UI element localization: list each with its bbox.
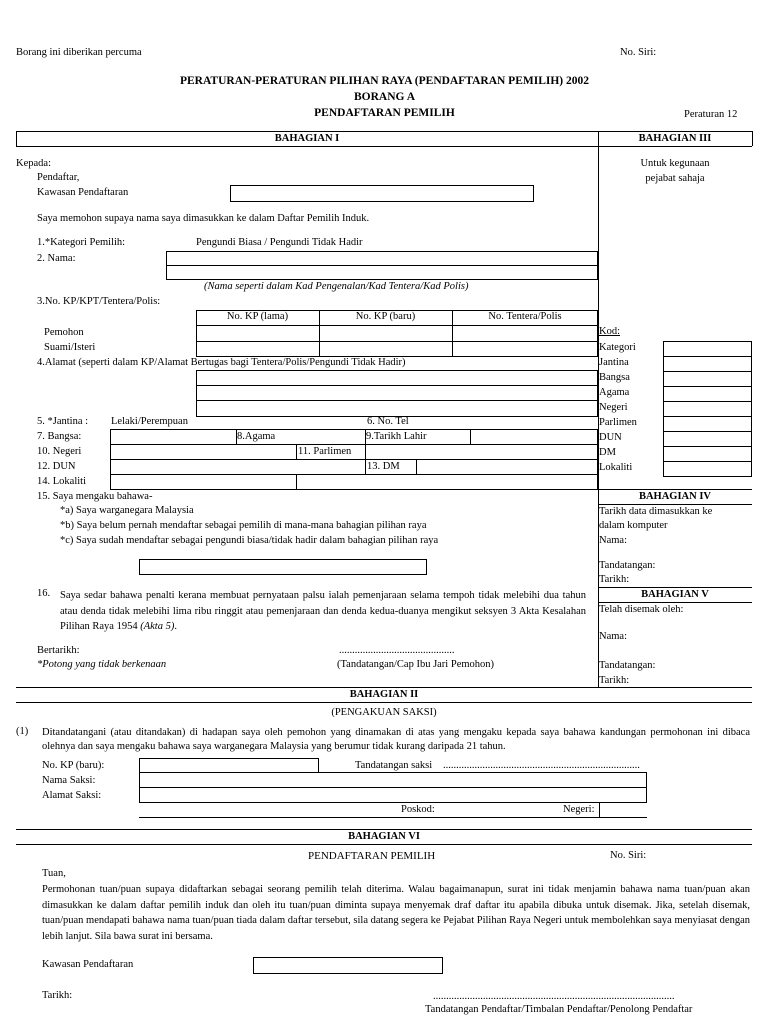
declaration-b: *b) Saya belum pernah mendaftar sebagai pemilih di mana-mana bahagian pilihan raya [60,520,427,531]
regulation-ref: Peraturan 12 [684,109,738,120]
part5-signature: Tandatangan: [599,660,656,671]
part6-serial-label: No. Siri: [610,850,647,861]
witness-kp-field[interactable] [139,758,319,773]
penalty-statement: Saya sedar bahawa penalti kerana membuat pernyataan palsu ialah pemenjaraan selama tempoh tidak melebihi dua tahun atau denda tidak melebihi lima ribu ringgit atau pemenjaraan dan denda kedua-duanya mengikut seksyen 3 Akta Kesalahan Pilihan Raya 1954 (Akta 5). [60,590,586,632]
parliament-label: 11. Parlimen [298,446,352,457]
table-line [196,325,598,326]
office-field-label: Negeri [599,402,628,413]
id-numbers-label: 3.No. KP/KPT/Tentera/Polis: [37,296,161,307]
dun-label: 12. DUN [37,461,76,472]
grid-line [110,459,598,460]
spouse-row-label: Suami/Isteri [44,342,96,353]
address-line [196,400,598,401]
religion-label: 8.Agama [237,431,276,442]
office-field-label: Lokaliti [599,462,633,473]
part4-heading: BAHAGIAN IV [638,491,712,502]
witness-name-label: Nama Saksi: [42,775,96,786]
divider [16,844,752,845]
office-field-label: DUN [599,432,622,443]
part6-heading: BAHAGIAN VI [348,831,420,842]
divider [16,829,752,830]
grid-line [296,444,297,459]
office-field-box[interactable] [663,341,752,357]
witness-name-field[interactable] [139,772,647,788]
registrar-signature-dots[interactable]: ............................................................................................ [433,991,675,1002]
witness-kp-label: No. KP (baru): [42,760,105,771]
name-note: (Nama seperti dalam Kad Pengenalan/Kad Tentera/Kad Polis) [204,281,469,292]
race-label: 7. Bangsa: [37,431,82,442]
voter-category-label: 1.*Kategori Pemilih: [37,237,126,248]
serial-number-label: No. Siri: [620,47,657,58]
part4-entry-date-line1: Tarikh data dimasukkan ke [599,506,713,517]
address-line [196,385,598,386]
address-line [599,803,600,817]
part2-subheading: (PENGAKUAN SAKSI) [331,707,437,718]
state-label: 10. Negeri [37,446,82,457]
address-label: 4.Alamat (seperti dalam KP/Alamat Bertugas bagi Tentera/Polis/Pengundi Tidak Hadir) [37,357,406,368]
registration-area-label: Kawasan Pendaftaran [37,187,129,198]
col-army-police: No. Tentera/Polis [488,311,562,322]
divider [16,146,752,147]
table-line [196,341,598,342]
signature-dots: ............................................ [339,645,455,656]
part5-heading: BAHAGIAN V [641,589,709,600]
divider [598,489,752,490]
part2-heading: BAHAGIAN II [349,689,419,700]
registrar-label: Pendaftar, [37,172,80,183]
office-field-box[interactable] [663,386,752,402]
part6-date-label: Tarikh: [42,990,73,1001]
form-title-borang: BORANG A [353,91,416,103]
locality-label: 14. Lokaliti [37,476,86,487]
part2-item-number: (1) [16,726,29,737]
part4-name: Nama: [599,535,627,546]
part6-area-label: Kawasan Pendaftaran [42,959,134,970]
part4-date: Tarikh: [599,574,630,585]
office-field-label: Kategori [599,342,636,353]
witness-address-field[interactable] [139,787,647,803]
postcode-label: Poskod: [401,804,435,815]
office-field-box[interactable] [663,416,752,432]
part6-title: PENDAFTARAN PEMILIH [308,850,436,862]
divider [16,687,752,688]
office-field-label: Jantina [599,357,629,368]
strike-note: *Potong yang tidak berkenaan [37,659,167,670]
code-label: Kod: [599,326,620,337]
office-field-label: Agama [599,387,630,398]
form-title-main: PENDAFTARAN PEMILIH [314,107,455,119]
part1-heading: BAHAGIAN I [274,133,340,144]
penalty-number: 16. [37,588,51,599]
declaration-a: *a) Saya warganegara Malaysia [60,505,194,516]
office-field-box[interactable] [663,371,752,387]
office-field-label: Bangsa [599,372,630,383]
dated-label: Bertarikh: [37,645,80,656]
grid-line [110,474,598,475]
part5-date: Tarikh: [599,675,630,686]
grid-line [416,459,417,474]
office-field-box[interactable] [663,431,752,447]
free-form-note: Borang ini diberikan percuma [16,47,142,58]
witness-signature-label: Tandatangan saksi [355,760,433,771]
witness-address-label: Alamat Saksi: [42,790,102,801]
office-field-box[interactable] [663,461,752,477]
phone-label: 6. No. Tel [367,416,409,427]
to-label: Kepada: [16,158,51,169]
office-use-line2: pejabat sahaja [645,173,705,184]
voter-category-options[interactable]: Pengundi Biasa / Pengundi Tidak Hadir [196,237,363,248]
applicant-row-label: Pemohon [44,327,84,338]
office-field-box[interactable] [663,356,752,372]
grid-line [365,459,366,474]
grid-line [365,444,366,459]
declaration-c: *c) Saya sudah mendaftar sebagai pengundi biasa/tidak hadir dalam bahagian pilihan raya [60,535,439,546]
office-field-label: Parlimen [599,417,637,428]
part6-area-field[interactable] [253,957,443,974]
divider [16,702,752,703]
dm-label: 13. DM [367,461,400,472]
registrar-signature-label: Tandatangan Pendaftar/Timbalan Pendaftar/Penolong Pendaftar [425,1004,693,1015]
name-label: 2. Nama: [37,253,76,264]
declaration-label: 15. Saya mengaku bahawa- [37,491,153,502]
col-kp-new: No. KP (baru) [355,311,416,322]
part5-name: Nama: [599,631,627,642]
dob-label: 9.Tarikh Lahir [366,431,427,442]
divider [598,587,752,588]
part4-signature: Tandatangan: [599,560,656,571]
divider [598,504,752,505]
gender-label: 5. *Jantina : [37,416,89,427]
office-field-box[interactable] [663,446,752,462]
constituency-field[interactable] [139,559,427,575]
applicant-signature-label[interactable]: (Tandatangan/Cap Ibu Jari Pemohon) [337,659,495,670]
office-field-box[interactable] [663,401,752,417]
divider [16,131,752,132]
gender-options[interactable]: Lelaki/Perempuan [111,416,188,427]
divider [598,602,752,603]
address-field[interactable] [196,370,598,417]
request-statement: Saya memohon supaya nama saya dimasukkan ke dalam Daftar Pemilih Induk. [37,213,370,224]
office-use-line1: Untuk kegunaan [640,158,710,169]
address-line [139,817,647,818]
part4-entry-date-line2: dalam komputer [599,520,668,531]
frame-line [752,131,753,146]
col-kp-old: No. KP (lama) [226,311,289,322]
grid-line [110,444,598,445]
form-title-regulations: PERATURAN-PERATURAN PILIHAN RAYA (PENDAFTARAN PEMILIH) 2002 [179,75,589,87]
part5-checked-by: Telah disemak oleh: [599,604,684,615]
registration-area-field[interactable] [230,185,534,202]
office-field-label: DM [599,447,616,458]
state-label: Negeri: [563,804,595,815]
witness-statement: Ditandatangani (atau ditandakan) di hadapan saya oleh pemohon yang dinamakan di atas yang mengaku kepada saya bahawa kandungan permohonan ini dibaca olehnya dan saya mengaku bahawa saya warganegara Malaysia yang berumur tidak kurang daripada 21 tahun. [42,727,750,752]
registration-notice: Permohonan tuan/puan supaya didaftarkan sebagai seorang pemilih telah diterima. Walau bagaimanapun, surat ini tidak menjamin bahawa nama tuan/puan akan dimasukkan ke dalam daftar pemilih induk dan oleh itu tuan/puan diminta supaya menyemak draf daftar itu apabila dibuka untuk disemak. Jika, setelah disemak, tuan/puan mendapati bahawa nama tuan/puan tiada dalam daftar tersebut, sila datang segera ke Pejabat Pilihan Raya Negeri untuk membolehkan saya menyiasat dengan lebih lanjut. Sila bawa surat ini bersama. [42,884,750,942]
name-field-line1[interactable] [166,251,598,266]
grid-line [296,474,297,490]
grid-line [470,429,471,444]
name-field-line2[interactable] [166,265,598,280]
witness-signature-dots[interactable]: ........................................................................... [443,760,640,771]
salutation: Tuan, [42,868,66,879]
part3-heading: BAHAGIAN III [638,133,712,144]
